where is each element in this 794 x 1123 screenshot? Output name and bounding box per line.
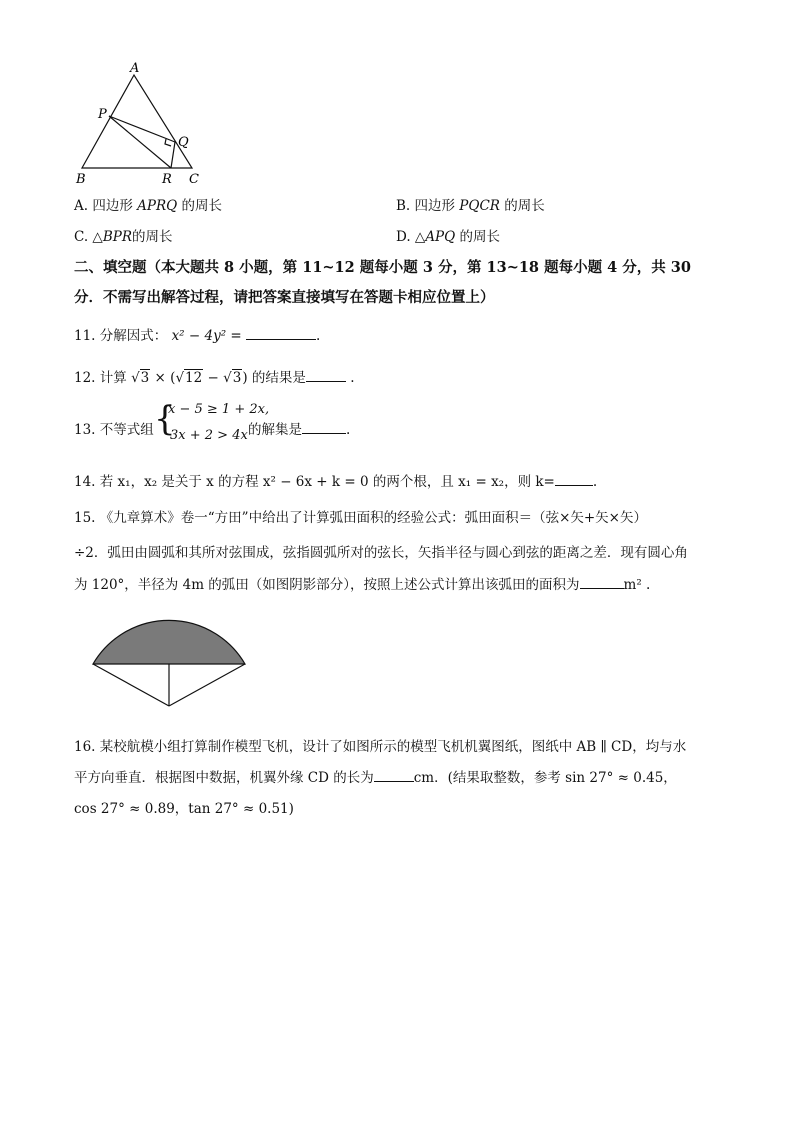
vertex-label-b: B — [76, 172, 86, 187]
option-c-var: BPR — [102, 229, 132, 245]
shaded-segment — [93, 620, 245, 664]
q16-line2-tail: cm．(结果取整数，参考 sin 27° ≈ 0.45， — [413, 770, 677, 786]
q15-line3-text: 为 120°，半径为 4m 的弧田（如图阴影部分），按照上述公式计算出该弧田的面积为 — [74, 577, 580, 593]
option-b-var: PQCR — [459, 198, 500, 214]
question-12: 12. 计算 √3 × (√12 − √3) 的结果是 . — [74, 370, 355, 386]
option-c-prefix: C. △ — [74, 229, 103, 245]
q15-answer-blank[interactable] — [580, 575, 624, 589]
q13-inequality-2: 3x + 2 > 4x — [170, 428, 248, 443]
q11-period: . — [316, 328, 321, 344]
option-c-suffix: 的周长 — [132, 229, 173, 245]
option-a — [74, 194, 222, 214]
option-b-prefix: B. 四边形 — [396, 198, 460, 214]
q16-answer-blank[interactable] — [374, 768, 414, 782]
arc-segment-figure — [86, 608, 254, 712]
vertex-label-p: P — [98, 107, 107, 122]
option-d-prefix: D. △ — [396, 229, 426, 245]
option-b — [396, 194, 545, 214]
q13-label: 13. 不等式组 — [74, 422, 154, 438]
q14-answer-blank[interactable] — [555, 472, 593, 486]
q14-text: 14. 若 x₁，x₂ 是关于 x 的方程 x² − 6x + k = 0 的两个根，且 x₁ = x₂，则 k= — [74, 474, 555, 490]
q12-radicand-12: 12 — [185, 370, 203, 386]
triangle-figure — [68, 58, 218, 188]
q13-period: . — [346, 422, 351, 438]
vertex-label-a: A — [130, 61, 140, 76]
q16-line3: cos 27° ≈ 0.89，tan 27° ≈ 0.51) — [74, 801, 294, 817]
question-11 — [74, 324, 320, 344]
option-d-var: APQ — [425, 229, 456, 245]
q15-line3 — [74, 573, 650, 593]
option-c — [74, 225, 173, 245]
q16-line2-text: 平方向垂直．根据图中数据，机翼外缘 CD 的长为 — [74, 770, 374, 786]
option-a-prefix: A. 四边形 — [74, 198, 138, 214]
q16-line1: 16. 某校航模小组打算制作模型飞机，设计了如图所示的模型飞机机翼图纸，图纸中 AB ∥ CD，均与水 — [74, 739, 687, 755]
option-d-suffix: 的周长 — [455, 229, 501, 245]
q12-answer-blank[interactable] — [306, 368, 346, 382]
q13-brace: { — [154, 399, 176, 439]
q12-times: × ( — [150, 370, 176, 386]
q11-expression: x² − 4y² = — [171, 328, 242, 344]
option-b-suffix: 的周长 — [499, 198, 545, 214]
option-d — [396, 225, 500, 245]
q13-answer-blank[interactable] — [302, 420, 346, 434]
vertex-label-c: C — [189, 172, 199, 187]
q12-period: . — [350, 370, 355, 386]
q12-radicand-3b: 3 — [232, 370, 242, 386]
option-a-suffix: 的周长 — [177, 198, 222, 214]
section-heading-line2: 分．不需写出解答过程，请把答案直接填写在答题卡相应位置上） — [74, 289, 495, 306]
q11-answer-blank[interactable] — [246, 326, 316, 340]
q13-inequality-1: x − 5 ≥ 1 + 2x, — [168, 402, 270, 417]
q12-minus: − — [203, 370, 224, 386]
q13-tail-text: 的解集是 — [248, 422, 302, 438]
q16-line2 — [74, 766, 677, 786]
section-heading-line1: 二、填空题（本大题共 8 小题，第 11~12 题每小题 3 分，第 13~18 题每小题 4 分，共 30 — [74, 259, 691, 276]
q15-line2: ÷2．弧田由圆弧和其所对弦围成，弦指圆弧所对的弦长，矢指半径与圆心到弦的距离之差．现有圆心角 — [74, 545, 688, 561]
vertex-label-r: R — [162, 172, 172, 187]
q14-period: . — [592, 474, 598, 490]
option-a-var: APRQ — [137, 198, 178, 214]
q13-tail — [248, 418, 350, 438]
question-14 — [74, 470, 597, 490]
q12-tail: ) 的结果是 — [242, 370, 306, 386]
q15-period: . — [646, 577, 651, 593]
q12-label: 12. 计算 — [74, 370, 132, 386]
vertex-label-q: Q — [178, 135, 189, 150]
q12-radicand-3: 3 — [140, 370, 150, 386]
q15-line1: 15. 《九章算术》卷一“方田”中给出了计算弧田面积的经验公式：弧田面积＝（弦×矢+矢×矢） — [74, 510, 647, 526]
q11-label: 11. 分解因式： — [74, 328, 168, 344]
q15-unit: m² — [623, 577, 642, 593]
